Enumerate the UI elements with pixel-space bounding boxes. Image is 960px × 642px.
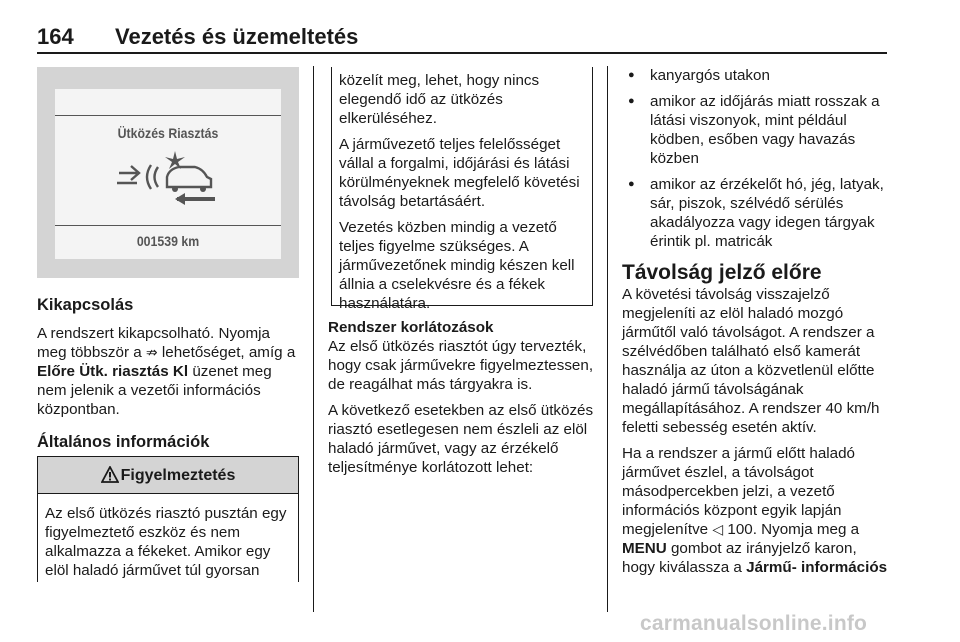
lane-assist-icon: ⇏ [145,344,158,360]
dashboard-figure [37,67,299,278]
text-run: A rendszert kikapcsolható. Nyomja meg többször a [37,325,270,361]
display-divider-top [55,115,281,116]
tavolsag-paragraph-2 [622,444,888,577]
warning-triangle-icon [101,466,119,483]
right-column [622,66,888,584]
odometer-readout: 001539 km [136,233,200,249]
column-divider-1 [313,66,314,612]
limits-paragraph-1: Az első ütközés riasztót úgy tervezték, hogy csak járművekre figyelmeztessen, de reagálhat más tárgyakra is. [328,338,594,393]
warning-text: Az első ütközés riasztó pusztán egy figyelmeztető eszköz és nem alkalmazza a fékeket. Amikor egy elöl haladó járművet túl gyorsan [45,505,287,579]
list-item: ● kanyargós utakon [622,66,888,85]
text-run: Ha a rendszer a jármű előtt haladó járművet észlel, a távolságot másodpercekben jelzi, a vezető információs központ egyik lapján megjelenítve [622,445,856,538]
list-item: ● amikor az időjárás miatt rosszak a látási viszonyok, mint például ködben, esőben vagy havazás közben [622,92,888,168]
menu-option-label: Jármű- információs [746,559,888,576]
section-heading-altalanos: Általános információk [37,433,210,451]
page-header [37,24,887,54]
warning-cont-p3: Vezetés közben mindig a vezető teljes figyelme szükséges. A járművezetőnek mindig készen kell állnia a cselekvésre és a fékek használatára. [339,219,575,312]
page-reference-link[interactable]: 100 [727,521,753,538]
tavolsag-paragraph-1: A követési távolság visszajelző megjeleníti az elöl haladó mozgó járműtől való távolságot. A rendszer a szélvédőben található első kamerát használja az úton a közvetlenül előtte haladó jármű távolságának megállapításához. A rendszer 40 km/h feletti sebesség esetén aktív. [622,286,880,436]
forward-collision-alert-icon [115,151,225,209]
chapter-title: Vezetés és üzemeltetés [115,24,359,49]
instrument-display [55,89,281,259]
limits-paragraph-2: A következő esetekben az első ütközés riasztó esetlegesen nem észleli az elöl haladó járművet, vagy az érzékelő teljesítménye korlátozott lehet: [328,402,594,476]
column-divider-2 [607,66,608,612]
section-heading-tavolsag: Távolság jelző előre [622,261,822,284]
warning-header [38,457,298,494]
warning-box [37,456,299,582]
page-reference-icon: ◁ [712,521,724,537]
display-title: Ütközés Riasztás [117,125,219,141]
warning-cont-p2: A járművezető teljes felelősséget vállal a forgalmi, időjárási és látási körülményeknek megfelelő követési távolság betartásáért. [339,136,580,210]
page-number: 164 [37,24,74,49]
list-item: ● amikor az érzékelőt hó, jég, latyak, sár, piszok, szélvédő sérülés akadályozza vagy idegen tárgyak érintik pl. matricák [622,175,888,251]
text-run: üzenet meg nem jelenik a vezetői információs központban. [37,363,272,418]
warning-title: Figyelmeztetés [120,467,236,484]
menu-button-label: MENU [622,540,667,557]
limitations-list [622,66,888,251]
section-heading-limits: Rendszer korlátozások [328,319,494,336]
left-column [37,296,299,452]
text-run: lehetőséget, amíg a [161,344,296,361]
text-run: . Nyomja meg a [752,521,860,538]
warning-box-continued [331,67,593,312]
text-run: gombot az irányjelző karon, hogy kiválassza a [622,540,857,576]
display-divider-bottom [55,225,281,226]
watermark: carmanualsonline.info [640,612,868,635]
kikapcsolas-paragraph [37,324,299,419]
middle-column [328,318,594,484]
section-heading-kikapcsolas: Kikapcsolás [37,296,134,314]
warning-cont-p1: közelít meg, lehet, hogy nincs elegendő idő az ütközés elkerüléséhez. [339,72,540,127]
menu-option-label: Előre Ütk. riasztás Kl [37,363,189,380]
